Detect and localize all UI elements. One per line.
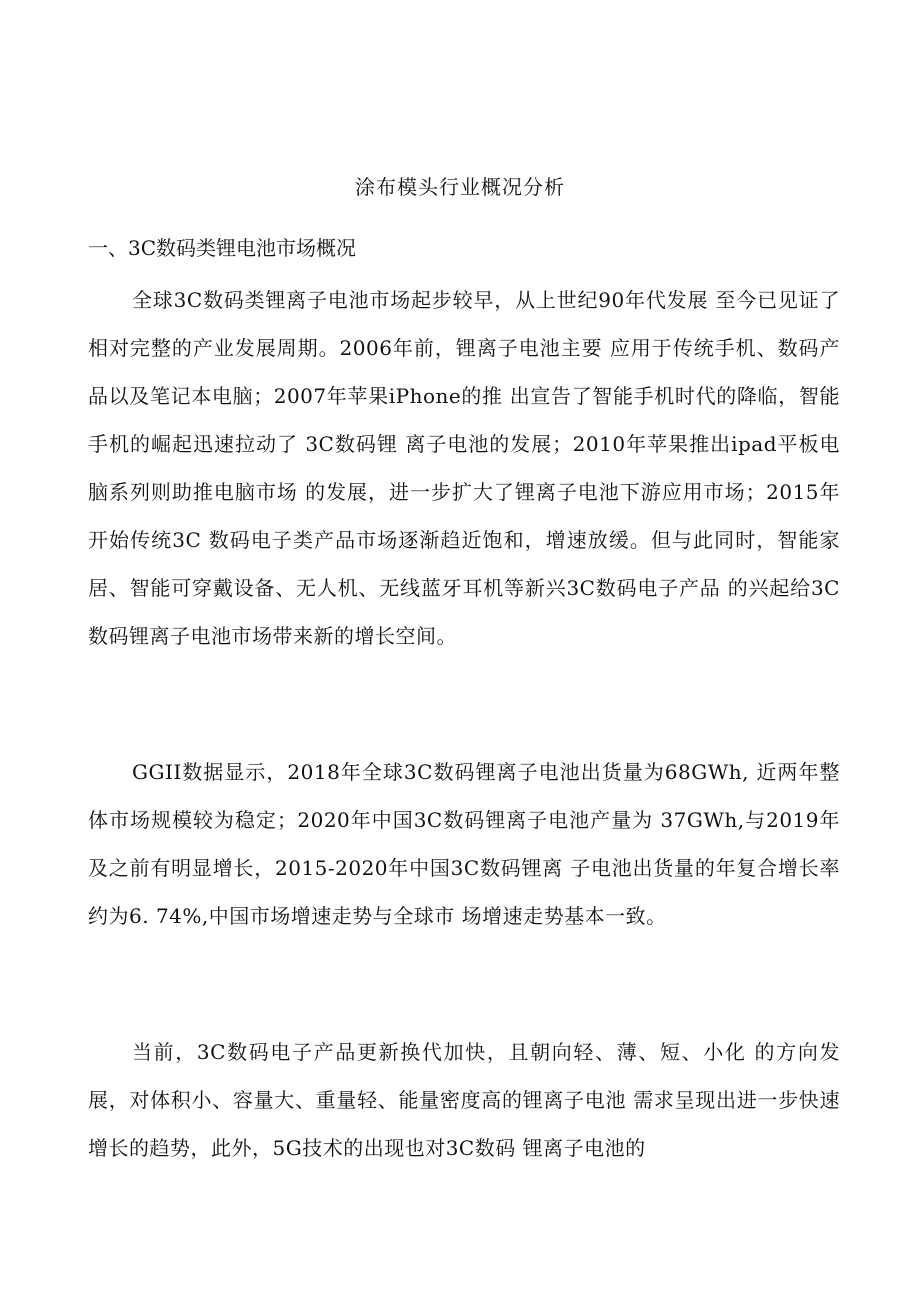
section-heading: 一、3C数码类锂电池市场概况 bbox=[88, 236, 357, 260]
paragraph-ggii-data: GGII数据显示，2018年全球3C数码锂离子电池出货量为68GWh, 近两年整体市场规模较为稳定；2020年中国3C数码锂离子电池产量为 37GWh,与2019年及之前有明显增长，2015-2020年中国3C数码锂离 子电池出货量的年复合增长率约为6. 74%,中国市场增速走势与全球市 场增速走势基本一致。 bbox=[88, 760, 840, 928]
document-title: 涂布模头行业概况分析 bbox=[355, 175, 565, 199]
paragraph-market-history: 全球3C数码类锂离子电池市场起步较早，从上世纪90年代发展 至今已见证了相对完整的产业发展周期。2006年前，锂离子电池主要 应用于传统手机、数码产品以及笔记本电脑；2007年苹果iPhone的推 出宣告了智能手机时代的降临，智能手机的崛起迅速拉动了 3C数码锂 离子电池的发展；2010年苹果推出ipad平板电脑系列则助推电脑市场 的发展，进一步扩大了锂离子电池下游应用市场；2015年开始传统3C 数码电子类产品市场逐渐趋近饱和，增速放缓。但与此同时，智能家 居、智能可穿戴设备、无人机、无线蓝牙耳机等新兴3C数码电子产品 的兴起给3C数码锂离子电池市场带来新的增长空间。 bbox=[88, 288, 840, 648]
paragraph-current-trend: 当前，3C数码电子产品更新换代加快，且朝向轻、薄、短、小化 的方向发展，对体积小、容量大、重量轻、能量密度高的锂离子电池 需求呈现出进一步快速增长的趋势，此外，5G技术的出现也对3C数码 锂离子电池的 bbox=[88, 1040, 840, 1160]
